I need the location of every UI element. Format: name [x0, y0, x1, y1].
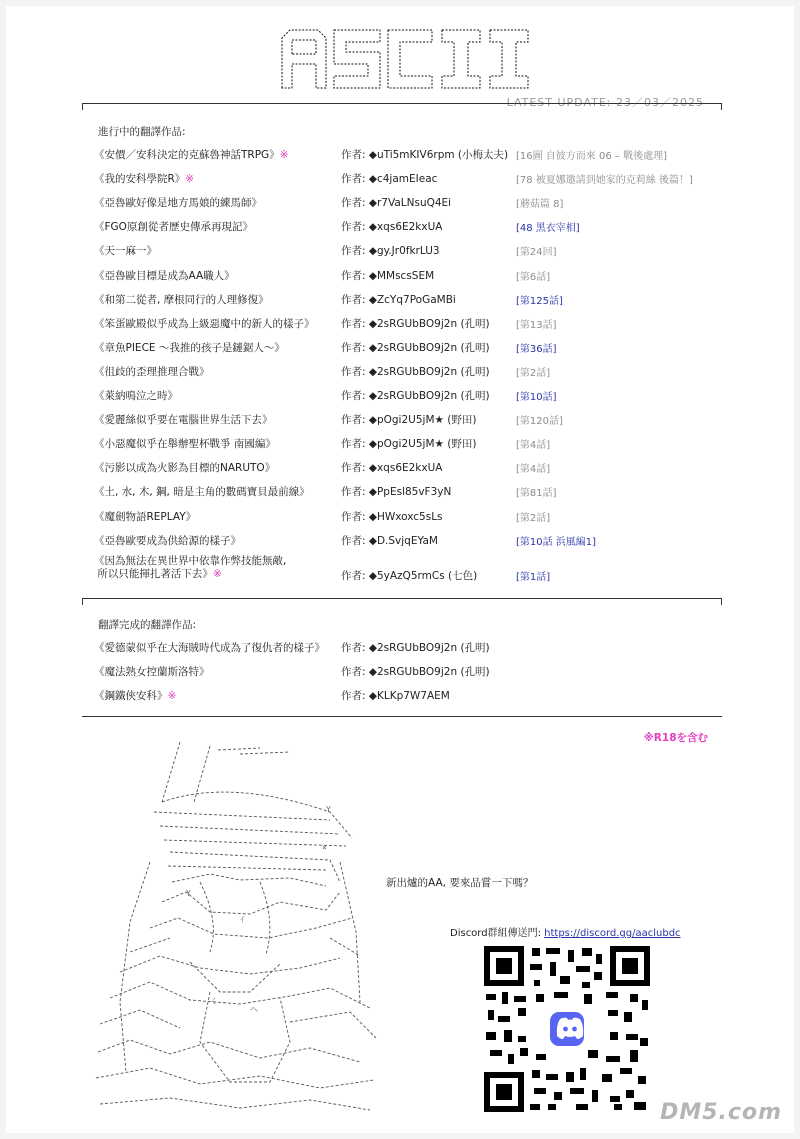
work-title[interactable]: 《章魚PIECE ～我推的孩子是鏈鋸人～》	[94, 341, 285, 354]
r18-mark: ※	[185, 173, 195, 186]
svg-text:Y: Y	[326, 805, 331, 814]
work-title[interactable]: 《小惡魔似乎在舉辦聖杯戰爭 南國編》	[94, 438, 276, 451]
work-status-link[interactable]: [第10話]	[516, 392, 557, 403]
svg-text:ｲ: ｲ	[240, 915, 244, 924]
work-author: 作者: ◆c4jamEIeac	[341, 173, 438, 186]
completed-row[interactable]	[94, 688, 724, 706]
work-status-link[interactable]: [第4話]	[516, 440, 551, 452]
work-status-link[interactable]: [第81話]	[516, 488, 557, 500]
work-status-link[interactable]: [蘑菇篇 8]	[516, 199, 564, 211]
work-title[interactable]: 《我的安科學院R》※	[94, 173, 195, 186]
discord-link[interactable]: https://discord.gg/aaclubdc	[544, 928, 681, 939]
work-title[interactable]: 《亞魯歐目標是成為AA職人》	[94, 269, 235, 282]
work-author: 作者: ◆2sRGUbBO9j2n (孔明)	[341, 390, 490, 402]
work-author: 作者: ◆2sRGUbBO9j2n (孔明)	[341, 365, 490, 378]
work-author: 作者: ◆uTi5mKIV6rpm (小梅太夫)	[341, 149, 509, 161]
ongoing-row[interactable]	[94, 219, 724, 237]
r18-note: ※R18を含む	[643, 732, 708, 744]
ongoing-row[interactable]	[94, 412, 724, 430]
ongoing-row[interactable]	[94, 171, 724, 189]
tasting-text: 新出爐的AA, 要來品嘗一下嗎？	[386, 877, 534, 889]
work-author: 作者: ◆MMscsSEM	[341, 269, 435, 282]
discord-line	[450, 924, 681, 939]
top-divider	[82, 103, 722, 111]
ongoing-row[interactable]	[94, 147, 724, 165]
ongoing-row[interactable]	[94, 340, 724, 358]
completed-row[interactable]	[94, 664, 724, 682]
work-author: 作者: ◆2sRGUbBO9j2n (孔明)	[341, 317, 490, 330]
work-status-link[interactable]: [第4話]	[516, 464, 551, 476]
work-title[interactable]: 《愛德蒙似乎在大海賊時代成為了復仇者的樣子》	[94, 642, 325, 654]
work-author: 作者: ◆gy.Jr0fkrLU3	[341, 245, 440, 258]
work-title[interactable]: 《因為無法在異世界中依靠作弊技能無敵, 所以只能揮扎著活下去》※	[94, 555, 287, 580]
site-watermark: DM5.com	[660, 1100, 782, 1125]
work-title[interactable]: 《鋼鐵俠安科》※	[94, 690, 177, 702]
work-title[interactable]: 《安價／安科決定的克蘇魯神話TRPG》※	[94, 149, 289, 161]
work-author: 作者: ◆KLKp7W7AEM	[341, 690, 450, 702]
work-author: 作者: ◆ZcYq7PoGaMBi	[341, 293, 456, 306]
work-status-link[interactable]: [第36話]	[516, 343, 557, 355]
work-title[interactable]: 《天一麻一》	[94, 245, 157, 258]
work-status-link[interactable]: [78 被夏娜邀請到她家的克莉絲 後篇！]	[516, 175, 693, 187]
page	[6, 6, 794, 1133]
work-title[interactable]: 《魔劍物語REPLAY》	[94, 510, 197, 523]
work-author: 作者: ◆xqs6E2kxUA	[341, 462, 443, 475]
work-status-link[interactable]: [第120話]	[516, 416, 563, 428]
ongoing-row[interactable]	[94, 509, 724, 527]
ascii-logo	[276, 24, 536, 94]
work-author: 作者: ◆D.SvjqEYaM	[341, 534, 438, 547]
r18-mark: ※	[167, 690, 177, 702]
svg-text:ヘ: ヘ	[250, 1005, 258, 1014]
work-author: 作者: ◆2sRGUbBO9j2n (孔明)	[341, 642, 490, 654]
discord-label: Discord群組傳送門:	[450, 928, 541, 939]
completed-row[interactable]	[94, 640, 724, 658]
svg-text:Y: Y	[186, 889, 191, 898]
work-author: 作者: ◆5yAzQ5rmCs (七色)	[341, 570, 478, 582]
work-title[interactable]: 《和第二從者, 摩根同行的人理修復》	[94, 293, 269, 306]
discord-logo-icon	[546, 1008, 588, 1050]
work-status-link[interactable]: [第125話]	[516, 295, 563, 307]
work-title[interactable]: 《萊納鳴泣之時》	[94, 390, 178, 402]
work-title[interactable]: 《笨蛋歐殿似乎成為上級惡魔中的新人的樣子》	[94, 317, 315, 330]
ongoing-row[interactable]	[94, 316, 724, 334]
work-status-link[interactable]: [第1話]	[516, 572, 551, 583]
middle-divider	[82, 598, 722, 606]
work-status-link[interactable]: [第24回]	[516, 247, 557, 259]
ascii-art-character-illustration	[90, 742, 380, 1116]
qr-code-icon[interactable]	[484, 946, 650, 1112]
ongoing-row[interactable]	[94, 555, 724, 585]
work-author: 作者: ◆r7VaLNsuQ4Ei	[341, 197, 452, 210]
ongoing-row[interactable]	[94, 195, 724, 213]
work-author: 作者: ◆2sRGUbBO9j2n (孔明)	[341, 341, 490, 354]
r18-mark: ※	[212, 568, 222, 580]
ongoing-row[interactable]	[94, 533, 724, 551]
work-author: 作者: ◆HWxoxc5sLs	[341, 510, 443, 523]
ongoing-row[interactable]	[94, 292, 724, 310]
r18-mark: ※	[279, 149, 289, 161]
work-status-link[interactable]: [48 黑衣宰相]	[516, 223, 580, 235]
ongoing-row[interactable]	[94, 364, 724, 382]
work-title[interactable]: 《污影以成為火影為目標的NARUTO》	[94, 462, 276, 475]
work-author: 作者: ◆PpEsl85vF3yN	[341, 486, 452, 499]
bottom-divider	[82, 716, 722, 724]
work-status-link[interactable]: [第2話]	[516, 367, 551, 379]
work-status-link[interactable]: [第10話 浜風編1]	[516, 536, 597, 548]
latest-update: LATEST UPDATE: 23／03／2025	[506, 96, 704, 109]
work-title[interactable]: 《FGO原創從者歷史傳承再現記》	[94, 221, 253, 234]
ongoing-heading: 進行中的翻譯作品:	[98, 126, 186, 138]
svg-text:く: く	[210, 997, 218, 1006]
work-title[interactable]: 《土, 水, 木, 鋼, 暗是主角的數碼寶貝最前線》	[94, 486, 310, 499]
ongoing-row[interactable]	[94, 484, 724, 502]
work-status-link[interactable]: [16圖 自彼方而來 06 – 戰後處理]	[516, 151, 667, 162]
work-status-link[interactable]: [第13話]	[516, 319, 557, 331]
work-title[interactable]: 《魔法熟女控蘭斯洛特》	[94, 666, 210, 678]
work-author: 作者: ◆xqs6E2kxUA	[341, 221, 443, 234]
work-title[interactable]: 《徂歧的歪理推理合戰》	[94, 365, 210, 378]
work-status-link[interactable]: [第6話]	[516, 271, 551, 283]
completed-heading: 翻譯完成的翻譯作品:	[98, 619, 197, 631]
ongoing-row[interactable]	[94, 388, 724, 406]
work-author: 作者: ◆2sRGUbBO9j2n (孔明)	[341, 666, 490, 678]
svg-text:×: ×	[322, 843, 327, 852]
work-title[interactable]: 《亞魯歐好像是地方馬娘的練馬師》	[94, 197, 262, 210]
ongoing-row[interactable]	[94, 268, 724, 286]
work-title[interactable]: 《亞魯歐要成為供給源的樣子》	[94, 534, 241, 547]
work-status-link[interactable]: [第2話]	[516, 512, 551, 524]
ongoing-row[interactable]	[94, 243, 724, 261]
work-author: 作者: ◆pOgi2U5jM★ (野田)	[341, 414, 477, 427]
work-author: 作者: ◆pOgi2U5jM★ (野田)	[341, 438, 477, 451]
ongoing-row[interactable]	[94, 460, 724, 478]
work-title[interactable]: 《愛麗絲似乎要在電腦世界生活下去》	[94, 414, 273, 427]
ongoing-row[interactable]	[94, 436, 724, 454]
